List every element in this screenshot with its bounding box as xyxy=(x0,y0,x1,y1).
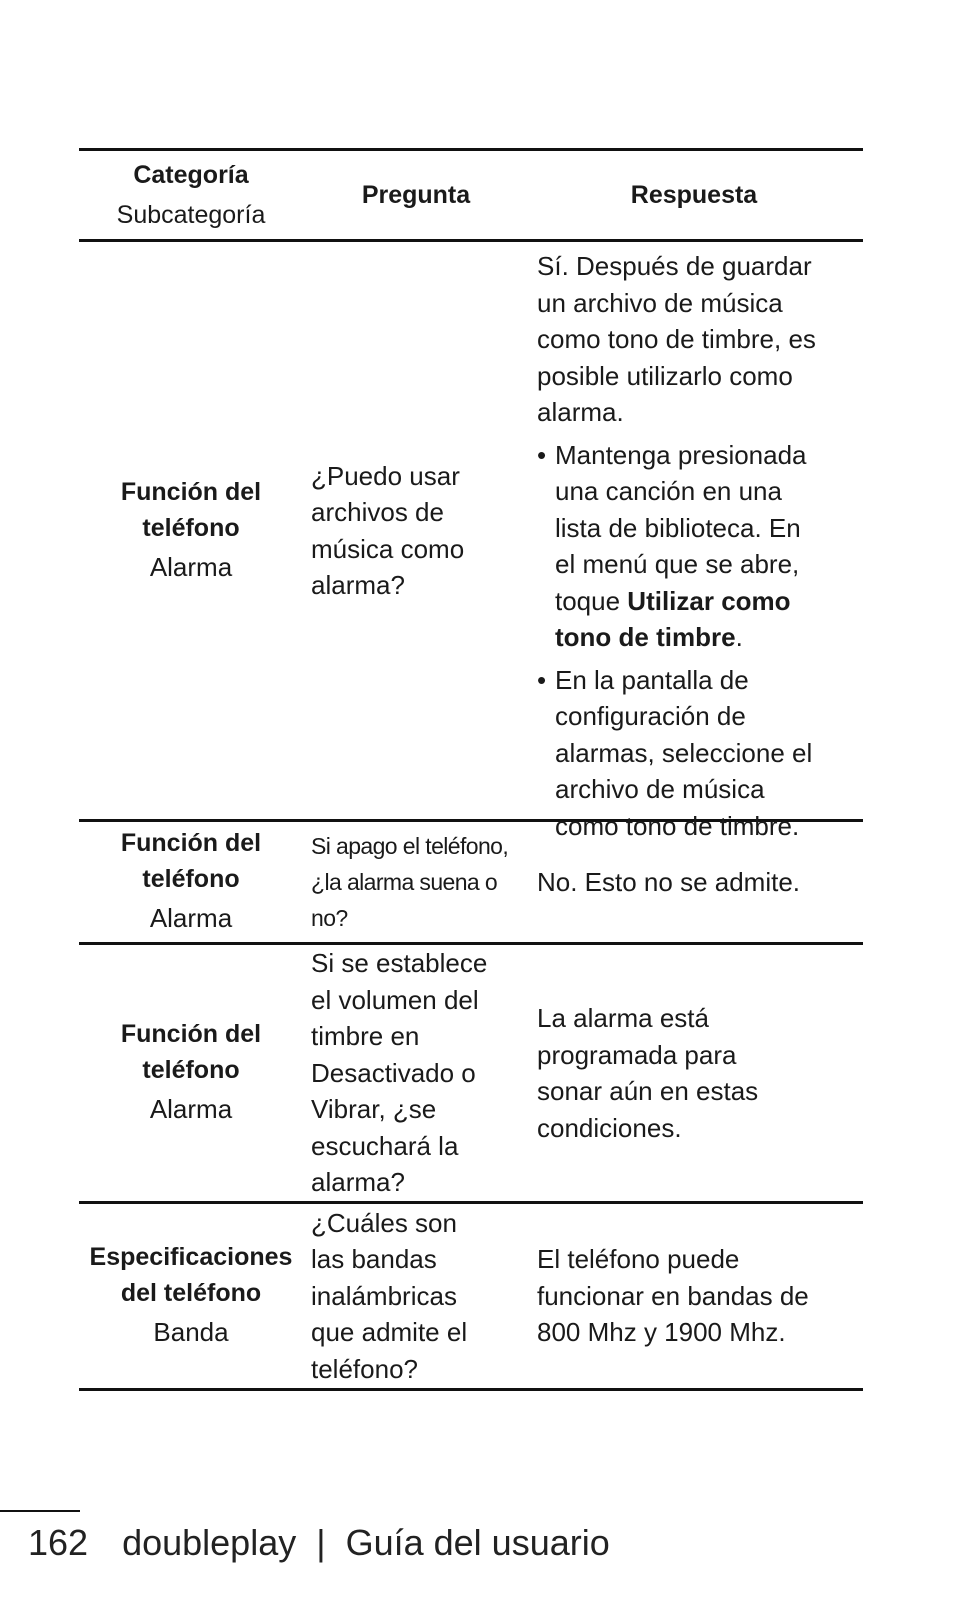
bullet-text: En la pantalla de configuración de alarmas, seleccione el archivo de música como tono de timbre. xyxy=(555,664,813,841)
row-subcategory: Alarma xyxy=(149,1094,233,1124)
question-cell xyxy=(303,1204,529,1388)
bullet-text-end: . xyxy=(735,622,743,652)
footer-product: doubleplay xyxy=(122,1522,297,1563)
footer-guide: Guía del usuario xyxy=(345,1522,610,1563)
answer-cell xyxy=(529,242,863,841)
answer-bullet-list xyxy=(537,437,815,851)
header-question-cell xyxy=(303,151,529,239)
row-category: Función del teléfono xyxy=(120,829,262,893)
bullet-text: Mantenga presionada una canción en una lista de biblioteca. En el menú que se abre, toque xyxy=(555,439,807,616)
row-question: ¿Cuáles son las bandas inalámbricas que admite el teléfono? xyxy=(311,1207,468,1384)
row-answer: El teléfono puede funcionar en bandas de 800 Mhz y 1900 Mhz. xyxy=(537,1244,809,1348)
page-number: 162 xyxy=(28,1522,89,1563)
table-row xyxy=(79,945,863,1204)
table-row xyxy=(79,242,863,841)
header-category: Categoría xyxy=(133,161,249,189)
category-cell xyxy=(79,1204,303,1388)
row-question: Si apago el teléfono, ¿la alarma suena o no? xyxy=(311,833,509,931)
table-row xyxy=(79,1204,863,1391)
header-subcategory: Subcategoría xyxy=(116,201,266,229)
table-header xyxy=(79,151,863,242)
row-category: Especificaciones del teléfono xyxy=(89,1243,293,1307)
row-question: ¿Puedo usar archivos de música como alarma? xyxy=(311,460,465,600)
answer-bullet xyxy=(537,437,815,656)
page-footer xyxy=(28,1521,610,1565)
footer-rule xyxy=(0,1510,80,1512)
answer-cell xyxy=(529,1204,863,1388)
row-question: Si se establece el volumen del timbre en Desactivado o Vibrar, ¿se escuchará la alarma? xyxy=(311,948,488,1198)
answer-cell xyxy=(529,945,863,1201)
question-cell xyxy=(303,945,529,1201)
header-answer-cell xyxy=(529,151,863,239)
row-subcategory: Alarma xyxy=(149,551,233,582)
footer-separator: | xyxy=(316,1522,326,1563)
category-cell xyxy=(79,822,303,942)
row-category: Función del teléfono xyxy=(120,477,262,542)
row-subcategory: Alarma xyxy=(149,903,233,933)
header-answer: Respuesta xyxy=(630,181,758,209)
category-cell xyxy=(79,242,303,819)
row-answer-intro: Sí. Después de guardar un archivo de música como tono de timbre, es posible utilizarlo como alarma. xyxy=(537,251,816,427)
question-cell xyxy=(303,242,529,819)
answer-bullet xyxy=(537,662,815,845)
header-question: Pregunta xyxy=(361,181,471,209)
row-answer: La alarma está programada para sonar aún en estas condiciones. xyxy=(537,1003,759,1143)
faq-table xyxy=(79,148,863,1391)
question-cell xyxy=(303,822,529,942)
header-category-cell xyxy=(79,151,303,239)
bullet-bold-text: Utilizar como tono de timbre xyxy=(555,585,791,652)
row-subcategory: Banda xyxy=(153,1317,229,1347)
category-cell xyxy=(79,945,303,1201)
row-category: Función del teléfono xyxy=(120,1020,262,1084)
row-answer: No. Esto no se admite. xyxy=(537,866,801,897)
